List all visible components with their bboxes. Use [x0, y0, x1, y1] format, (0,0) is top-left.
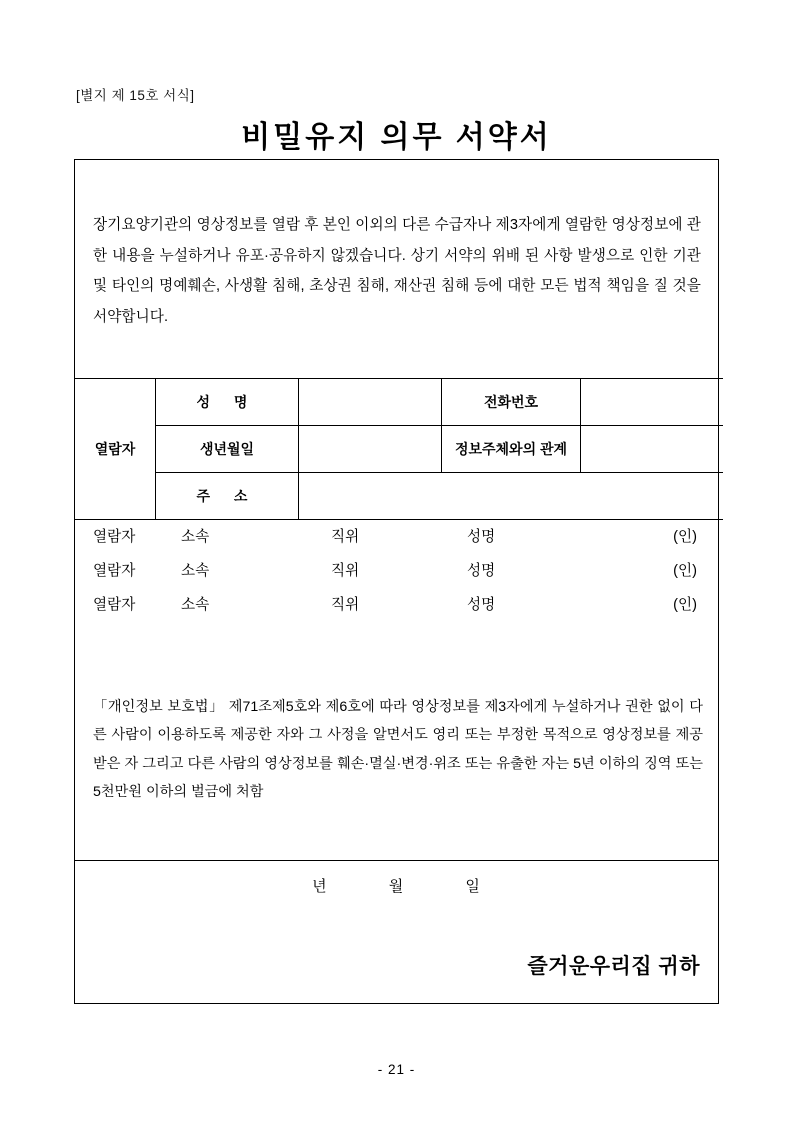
signature-row [75, 552, 718, 586]
page-title: 비밀유지 의무 서약서 [241, 121, 552, 154]
birthdate-value[interactable] [299, 426, 442, 473]
viewer-info-table [75, 378, 723, 520]
signature-area [75, 518, 718, 620]
law-note: 「개인정보 보호법」 제71조제5호와 제6호에 따라 영상정보를 제3자에게 누설하거나 권한 없이 다른 사람이 이용하도록 제공한 자와 그 사정을 알면서도 영리 또는 부정한 목적으로 영상정보를 제공받은 자 그리고 다른 사람의 영상정보를 훼손·멸실·변경·위조 또는 유출한 자는 5년 이하의 징역 또는 5천만원 이하의 벌금에 처함 [93, 699, 703, 801]
relation-label: 정보주체와의 관계 [442, 426, 581, 473]
viewer-label: 열람자 [75, 379, 156, 520]
signature-row [75, 518, 718, 552]
signature-seal: (인) [673, 596, 697, 613]
signature-position: 직위 [331, 562, 360, 579]
signature-name: 성명 [467, 528, 496, 545]
date-year: 년 [312, 878, 328, 895]
signature-seal: (인) [673, 528, 697, 545]
address-value[interactable] [299, 473, 724, 520]
pledge-paragraph: 장기요양기관의 영상정보를 열람 후 본인 이외의 다른 수급자나 제3자에게 열람한 영상정보에 관한 내용을 누설하거나 유포·공유하지 않겠습니다. 상기 서약의 위배 된 사항 발생으로 인한 기관 및 타인의 명예훼손, 사생활 침해, 초상권 침해, 재산권 침해 등에 대한 모든 법적 책임을 질 것을 서약합니다. [93, 217, 701, 325]
signature-role: 열람자 [93, 596, 136, 613]
birthdate-label: 생년월일 [156, 426, 299, 473]
section-divider [75, 860, 718, 861]
signature-affiliation: 소속 [181, 596, 210, 613]
table-row [75, 426, 723, 473]
phone-label: 전화번호 [442, 379, 581, 426]
signature-row [75, 586, 718, 620]
name-label: 성 명 [156, 379, 299, 426]
signature-name: 성명 [467, 562, 496, 579]
signature-role: 열람자 [93, 562, 136, 579]
signature-name: 성명 [467, 596, 496, 613]
table-row [75, 379, 723, 426]
signature-position: 직위 [331, 528, 360, 545]
date-line [75, 875, 718, 896]
table-row [75, 473, 723, 520]
signature-position: 직위 [331, 596, 360, 613]
date-month: 월 [388, 878, 405, 895]
phone-value[interactable] [581, 379, 724, 426]
signature-seal: (인) [673, 562, 697, 579]
signature-role: 열람자 [93, 528, 136, 545]
page-number: - 21 - [377, 1062, 416, 1077]
form-body [74, 159, 719, 1004]
address-label: 주 소 [156, 473, 299, 520]
signature-affiliation: 소속 [181, 528, 210, 545]
date-day: 일 [465, 878, 481, 895]
relation-value[interactable] [581, 426, 724, 473]
signature-affiliation: 소속 [181, 562, 210, 579]
form-tag: [별지 제 15호 서식] [76, 88, 195, 103]
name-value[interactable] [299, 379, 442, 426]
recipient: 즐거운우리집 귀하 [527, 955, 700, 978]
